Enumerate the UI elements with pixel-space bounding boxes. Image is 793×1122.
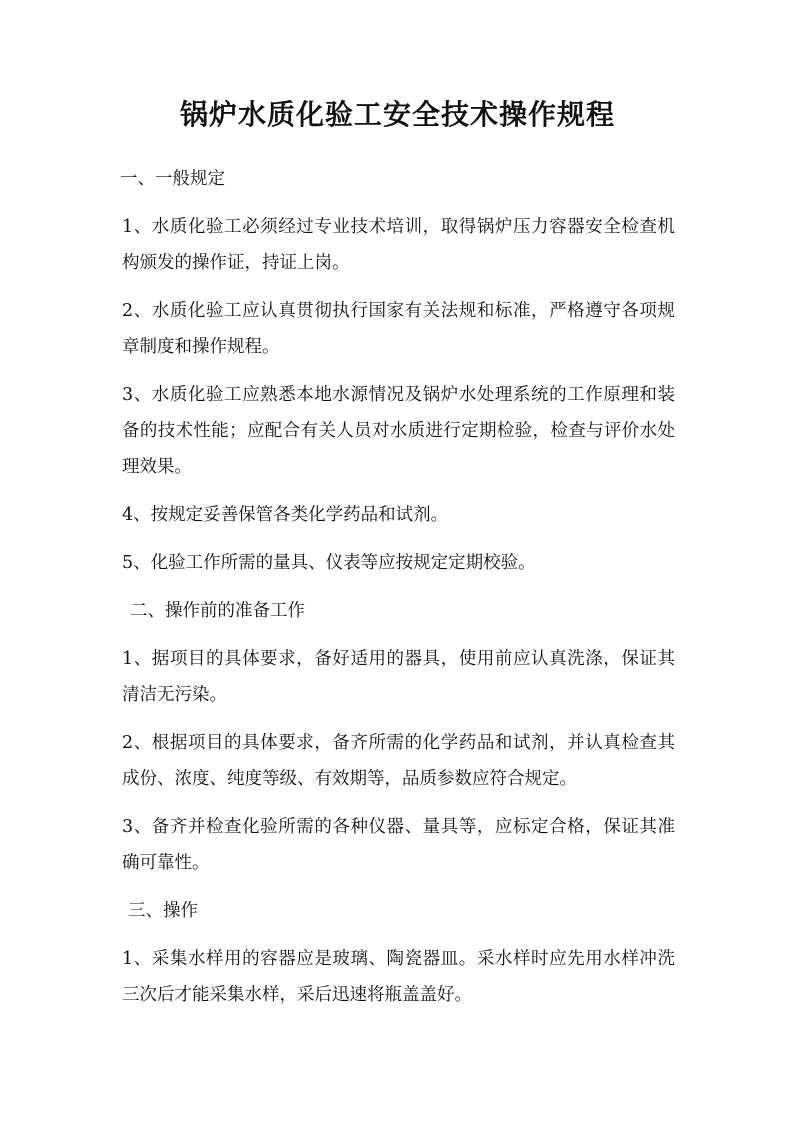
paragraph-preparation-1: 1、据项目的具体要求，备好适用的器具，使用前应认真洗涤，保证其清洁无污染。 (122, 649, 675, 705)
section-heading-general: 一、一般规定 (120, 169, 225, 189)
paragraph-general-3: 3、水质化验工应熟悉本地水源情况及锅炉水处理系统的工作原理和装备的技术性能；应配合有关人员对水质进行定期检验，检查与评价水处理效果。 (122, 385, 675, 477)
paragraph-general-2: 2、水质化验工应认真贯彻执行国家有关法规和标准，严格遵守各项规章制度和操作规程。 (122, 301, 675, 357)
paragraph-general-4: 4、按规定妥善保管各类化学药品和试剂。 (122, 505, 449, 525)
paragraph-preparation-3: 3、备齐并检查化验所需的各种仪器、量具等，应标定合格，保证其准确可靠性。 (122, 817, 675, 873)
paragraph-preparation-2: 2、根据项目的具体要求，备齐所需的化学药品和试剂，并认真检查其成份、浓度、纯度等级、有效期等，品质参数应符合规定。 (122, 733, 675, 789)
document-title: 锅炉水质化验工安全技术操作规程 (179, 98, 615, 131)
section-heading-operation: 三、操作 (128, 901, 198, 921)
paragraph-operation-1: 1、采集水样用的容器应是玻璃、陶瓷器皿。采水样时应先用水样冲洗三次后才能采集水样，采后迅速将瓶盖盖好。 (122, 949, 675, 1005)
paragraph-general-1: 1、水质化验工必须经过专业技术培训，取得锅炉压力容器安全检查机构颁发的操作证，持证上岗。 (122, 217, 675, 273)
section-heading-preparation: 二、操作前的准备工作 (130, 601, 305, 621)
paragraph-general-5: 5、化验工作所需的量具、仪表等应按规定定期校验。 (122, 553, 536, 573)
